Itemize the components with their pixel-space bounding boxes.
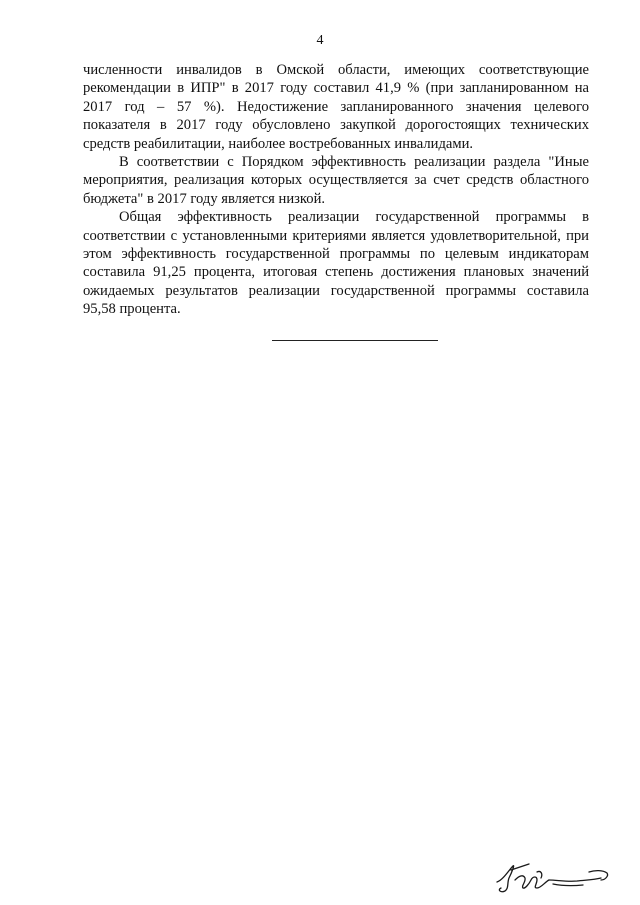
page-number: 4	[316, 33, 324, 48]
paragraph-ipr-result: численности инвалидов в Омской области, имеющих соответствующие рекомендации в ИПР" в 2017 году составил 41,9 % (при запланированном на 2017 год – 57 %). Недостижение запланированного значения целевого показателя в 2017 году обусловлено закупкой дорогостоящих технических средств реабилитации, наиболее востребованных инвалидами.	[83, 62, 589, 152]
separator-line	[272, 340, 438, 341]
document-body	[83, 61, 589, 319]
paragraph-other-activities: В соответствии с Порядком эффективность реализации раздела "Иные мероприятия, реализация которых осуществляется за счет средств областного бюджета" в 2017 году является низкой.	[83, 154, 589, 207]
paragraph-overall-efficiency: Общая эффективность реализации государственной программы в соответствии с установленными критериями является удовлетворительной, при этом эффективность государственной программы по целевым индикаторам составила 91,25 процента, итоговая степень достижения плановых значений ожидаемых результатов реализации государственной программы составила 95,58 процента.	[83, 209, 589, 318]
signature	[493, 858, 611, 898]
